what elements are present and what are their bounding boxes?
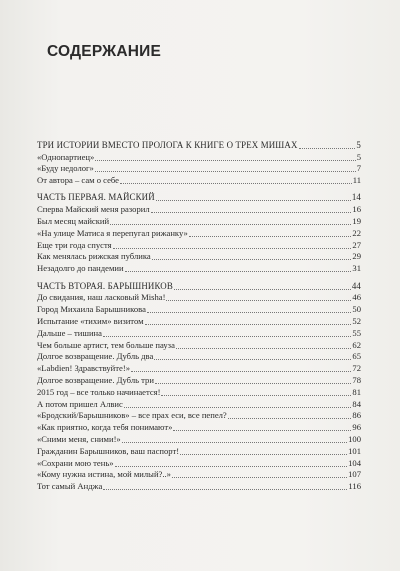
dot-leader: [113, 248, 352, 249]
toc-page-number: 14: [351, 192, 361, 203]
toc-entry: [37, 203, 361, 215]
dot-leader: [174, 289, 351, 290]
toc-entry-title: ЧАСТЬ ПЕРВАЯ. МАЙСКИЙ: [37, 192, 155, 203]
toc-page-number: 52: [352, 315, 361, 326]
dot-leader: [147, 312, 352, 313]
toc-entry-title: Долгое возвращение. Дубль три: [37, 374, 154, 385]
toc-entry-title: Тот самый Анджа: [37, 481, 103, 492]
toc-entry: [37, 421, 361, 433]
toc-section: [37, 280, 361, 492]
dot-leader: [151, 212, 352, 213]
toc-entry-title: 2015 год – все только начинается!: [37, 386, 161, 397]
toc-page-number: 100: [348, 433, 361, 444]
toc-page-number: 62: [352, 339, 361, 350]
toc-page-number: 16: [352, 204, 361, 215]
dot-leader: [176, 348, 352, 349]
toc-page-number: 107: [348, 469, 361, 480]
toc-page-number: 7: [356, 163, 361, 174]
toc-page-number: 55: [352, 327, 361, 338]
toc-entry: [37, 215, 361, 227]
toc-page-number: 78: [352, 374, 361, 385]
toc-page-number: 116: [348, 481, 361, 492]
dot-leader: [95, 171, 356, 172]
toc-entry-title: Долгое возвращение. Дубль два: [37, 351, 154, 362]
table-of-contents: [37, 139, 361, 498]
toc-page-number: 65: [352, 351, 361, 362]
dot-leader: [155, 383, 351, 384]
toc-entry-title: «Labdien! Здравствуйте!»: [37, 363, 131, 374]
toc-page-number: 96: [352, 422, 361, 433]
toc-page-number: 11: [352, 175, 361, 186]
toc-page-number: 50: [352, 304, 361, 315]
toc-section: [37, 139, 361, 186]
toc-entry: [37, 469, 361, 481]
toc-section-heading: [37, 139, 361, 151]
dot-leader: [173, 430, 351, 431]
toc-entry: [37, 315, 361, 327]
toc-entry-title: Город Михаила Барышникова: [37, 304, 146, 315]
dot-leader: [124, 407, 352, 408]
toc-entry: [37, 163, 361, 175]
toc-page-number: 27: [352, 239, 361, 250]
dot-leader: [145, 324, 352, 325]
toc-entry: [37, 327, 361, 339]
toc-entry-title: «Сними меня, сними!»: [37, 433, 121, 444]
toc-entry: [37, 174, 361, 186]
toc-entry: [37, 351, 361, 363]
toc-page-number: 29: [352, 251, 361, 262]
dot-leader: [154, 359, 351, 360]
toc-entry-title: Гражданин Барышников, ваш паспорт!: [37, 445, 180, 456]
dot-leader: [189, 236, 352, 237]
toc-page-number: 22: [352, 227, 361, 238]
dot-leader: [228, 418, 352, 419]
toc-entry: [37, 362, 361, 374]
toc-entry: [37, 227, 361, 239]
toc-entry-title: Чем больше артист, тем больше пауза: [37, 339, 175, 350]
toc-entry: [37, 445, 361, 457]
toc-entry-title: А потом пришел Алвис: [37, 398, 123, 409]
toc-entry-title: «Однопартиец»: [37, 151, 95, 162]
toc-entry-title: До свидания, наш ласковый Misha!: [37, 292, 166, 303]
toc-entry-title: Как менялась рижская публика: [37, 251, 151, 262]
dot-leader: [103, 336, 351, 337]
toc-page-number: 5: [356, 151, 361, 162]
dot-leader: [161, 395, 351, 396]
toc-entry-title: ЧАСТЬ ВТОРАЯ. БАРЫШНИКОВ: [37, 280, 173, 291]
toc-entry: [37, 151, 361, 163]
toc-page-number: 5: [356, 139, 361, 150]
toc-entry-title: «Сохрани мою тень»: [37, 457, 114, 468]
dot-leader: [103, 489, 347, 490]
toc-entry-title: Дальше – тишина: [37, 327, 102, 338]
toc-entry: [37, 480, 361, 492]
toc-entry-title: «На улице Матиса я перепугал рижанку»: [37, 227, 188, 238]
toc-entry: [37, 398, 361, 410]
toc-entry-title: Испытание «тихим» визитом: [37, 315, 144, 326]
toc-section-heading: [37, 192, 361, 204]
dot-leader: [131, 371, 351, 372]
toc-page-number: 84: [352, 398, 361, 409]
dot-leader: [95, 160, 355, 161]
dot-leader: [180, 454, 347, 455]
toc-page-number: 46: [352, 292, 361, 303]
dot-leader: [110, 224, 351, 225]
dot-leader: [299, 148, 356, 149]
dot-leader: [156, 200, 351, 201]
toc-page-number: 72: [352, 363, 361, 374]
dot-leader: [166, 300, 351, 301]
toc-section-heading: [37, 280, 361, 292]
toc-entry: [37, 386, 361, 398]
toc-page-number: 44: [351, 280, 361, 291]
toc-page-number: 86: [352, 410, 361, 421]
dot-leader: [125, 271, 352, 272]
toc-entry-title: «Буду недолог»: [37, 163, 94, 174]
dot-leader: [122, 442, 347, 443]
toc-entry-title: От автора – сам о себе: [37, 175, 119, 186]
toc-section: [37, 192, 361, 275]
toc-entry-title: Еще три года спустя: [37, 239, 112, 250]
toc-entry: [37, 251, 361, 263]
toc-entry-title: «Кому нужна истина, мой милый?..»: [37, 469, 171, 480]
toc-entry: [37, 457, 361, 469]
dot-leader: [172, 477, 347, 478]
toc-entry: [37, 292, 361, 304]
toc-entry: [37, 303, 361, 315]
toc-page-number: 104: [348, 457, 361, 468]
toc-entry-title: ТРИ ИСТОРИИ ВМЕСТО ПРОЛОГА К КНИГЕ О ТРЕХ МИШАХ: [37, 139, 298, 150]
toc-entry-title: «Как приятно, когда тебя понимают»: [37, 422, 173, 433]
toc-entry-title: «Бродский/Барышников» – все прах еси, все пепел?: [37, 410, 227, 421]
dot-leader: [115, 466, 348, 467]
toc-page-number: 81: [352, 386, 361, 397]
toc-entry-title: Незадолго до пандемии: [37, 263, 124, 274]
toc-page-number: 19: [352, 216, 361, 227]
dot-leader: [120, 183, 352, 184]
toc-entry: [37, 339, 361, 351]
dot-leader: [152, 259, 352, 260]
toc-entry: [37, 374, 361, 386]
page-title: СОДЕРЖАНИЕ: [47, 43, 162, 60]
toc-entry-title: Был месяц майский: [37, 216, 110, 227]
toc-entry: [37, 433, 361, 445]
toc-entry: [37, 239, 361, 251]
toc-entry-title: Сперва Майский меня разорил: [37, 204, 150, 215]
toc-entry: [37, 410, 361, 422]
toc-entry: [37, 262, 361, 274]
toc-page-number: 31: [352, 263, 361, 274]
toc-page-number: 101: [348, 445, 361, 456]
